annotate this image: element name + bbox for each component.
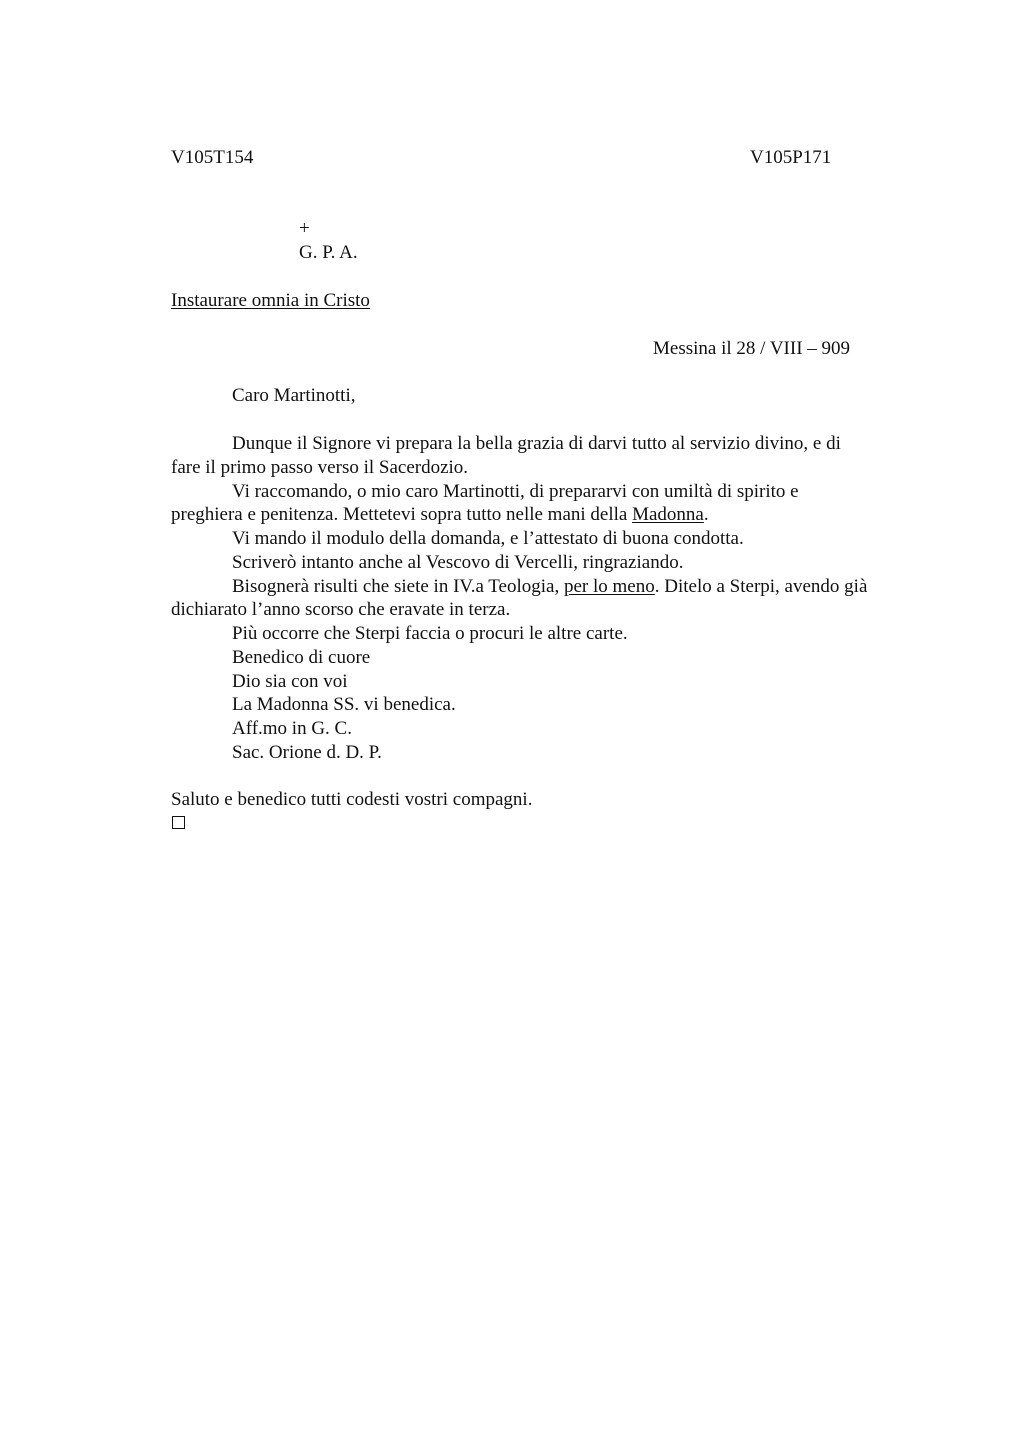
madonna-underlined: Madonna (632, 504, 704, 525)
closing-line-4: Aff.mo in G. C. (232, 718, 352, 739)
paragraph-5-text: Bisognerà risulti che siete in IV.a Teologia, (232, 576, 564, 597)
paragraph-2-line-1: Vi raccomando, o mio caro Martinotti, di prepararvi con umiltà di spirito e (232, 481, 799, 502)
empty-box-symbol (172, 816, 185, 829)
paragraph-1-line-1: Dunque il Signore vi prepara la bella grazia di darvi tutto al servizio divino, e di (232, 433, 841, 454)
salutation: Caro Martinotti, (232, 385, 356, 406)
closing-line-3: La Madonna SS. vi benedica. (232, 694, 456, 715)
per-lo-meno-underlined: per lo meno (563, 576, 655, 597)
paragraph-3: Vi mando il modulo della domanda, e l’attestato di buona condotta. (232, 528, 744, 549)
cross-symbol: + (299, 218, 310, 239)
paragraph-2-period: . (703, 504, 709, 525)
closing-line-1: Benedico di cuore (232, 647, 371, 668)
paragraph-2-text: preghiera e penitenza. Mettetevi sopra tutto nelle mani della (171, 504, 633, 525)
dateline: Messina il 28 / VIII – 909 (653, 338, 851, 359)
paragraph-4: Scriverò intanto anche al Vescovo di Vercelli, ringraziando. (232, 552, 684, 573)
initials-heading: G. P. A. (299, 242, 358, 263)
paragraph-1-line-2: fare il primo passo verso il Sacerdozio. (171, 457, 469, 478)
right-archive-code: V105P171 (750, 147, 832, 168)
signature: Sac. Orione d. D. P. (232, 742, 382, 763)
postscript: Saluto e benedico tutti codesti vostri compagni. (171, 789, 533, 810)
paragraph-5-line-1 (232, 575, 867, 599)
paragraph-5-line-2: dichiarato l’anno scorso che eravate in terza. (171, 599, 511, 620)
left-archive-code: V105T154 (171, 147, 254, 168)
paragraph-5-text-end: . Ditelo a Sterpi, avendo già (654, 576, 868, 597)
motto: Instaurare omnia in Cristo (171, 290, 370, 311)
closing-line-2: Dio sia con voi (232, 671, 348, 692)
paragraph-2-line-2 (171, 503, 709, 527)
paragraph-6: Più occorre che Sterpi faccia o procuri le altre carte. (232, 623, 628, 644)
